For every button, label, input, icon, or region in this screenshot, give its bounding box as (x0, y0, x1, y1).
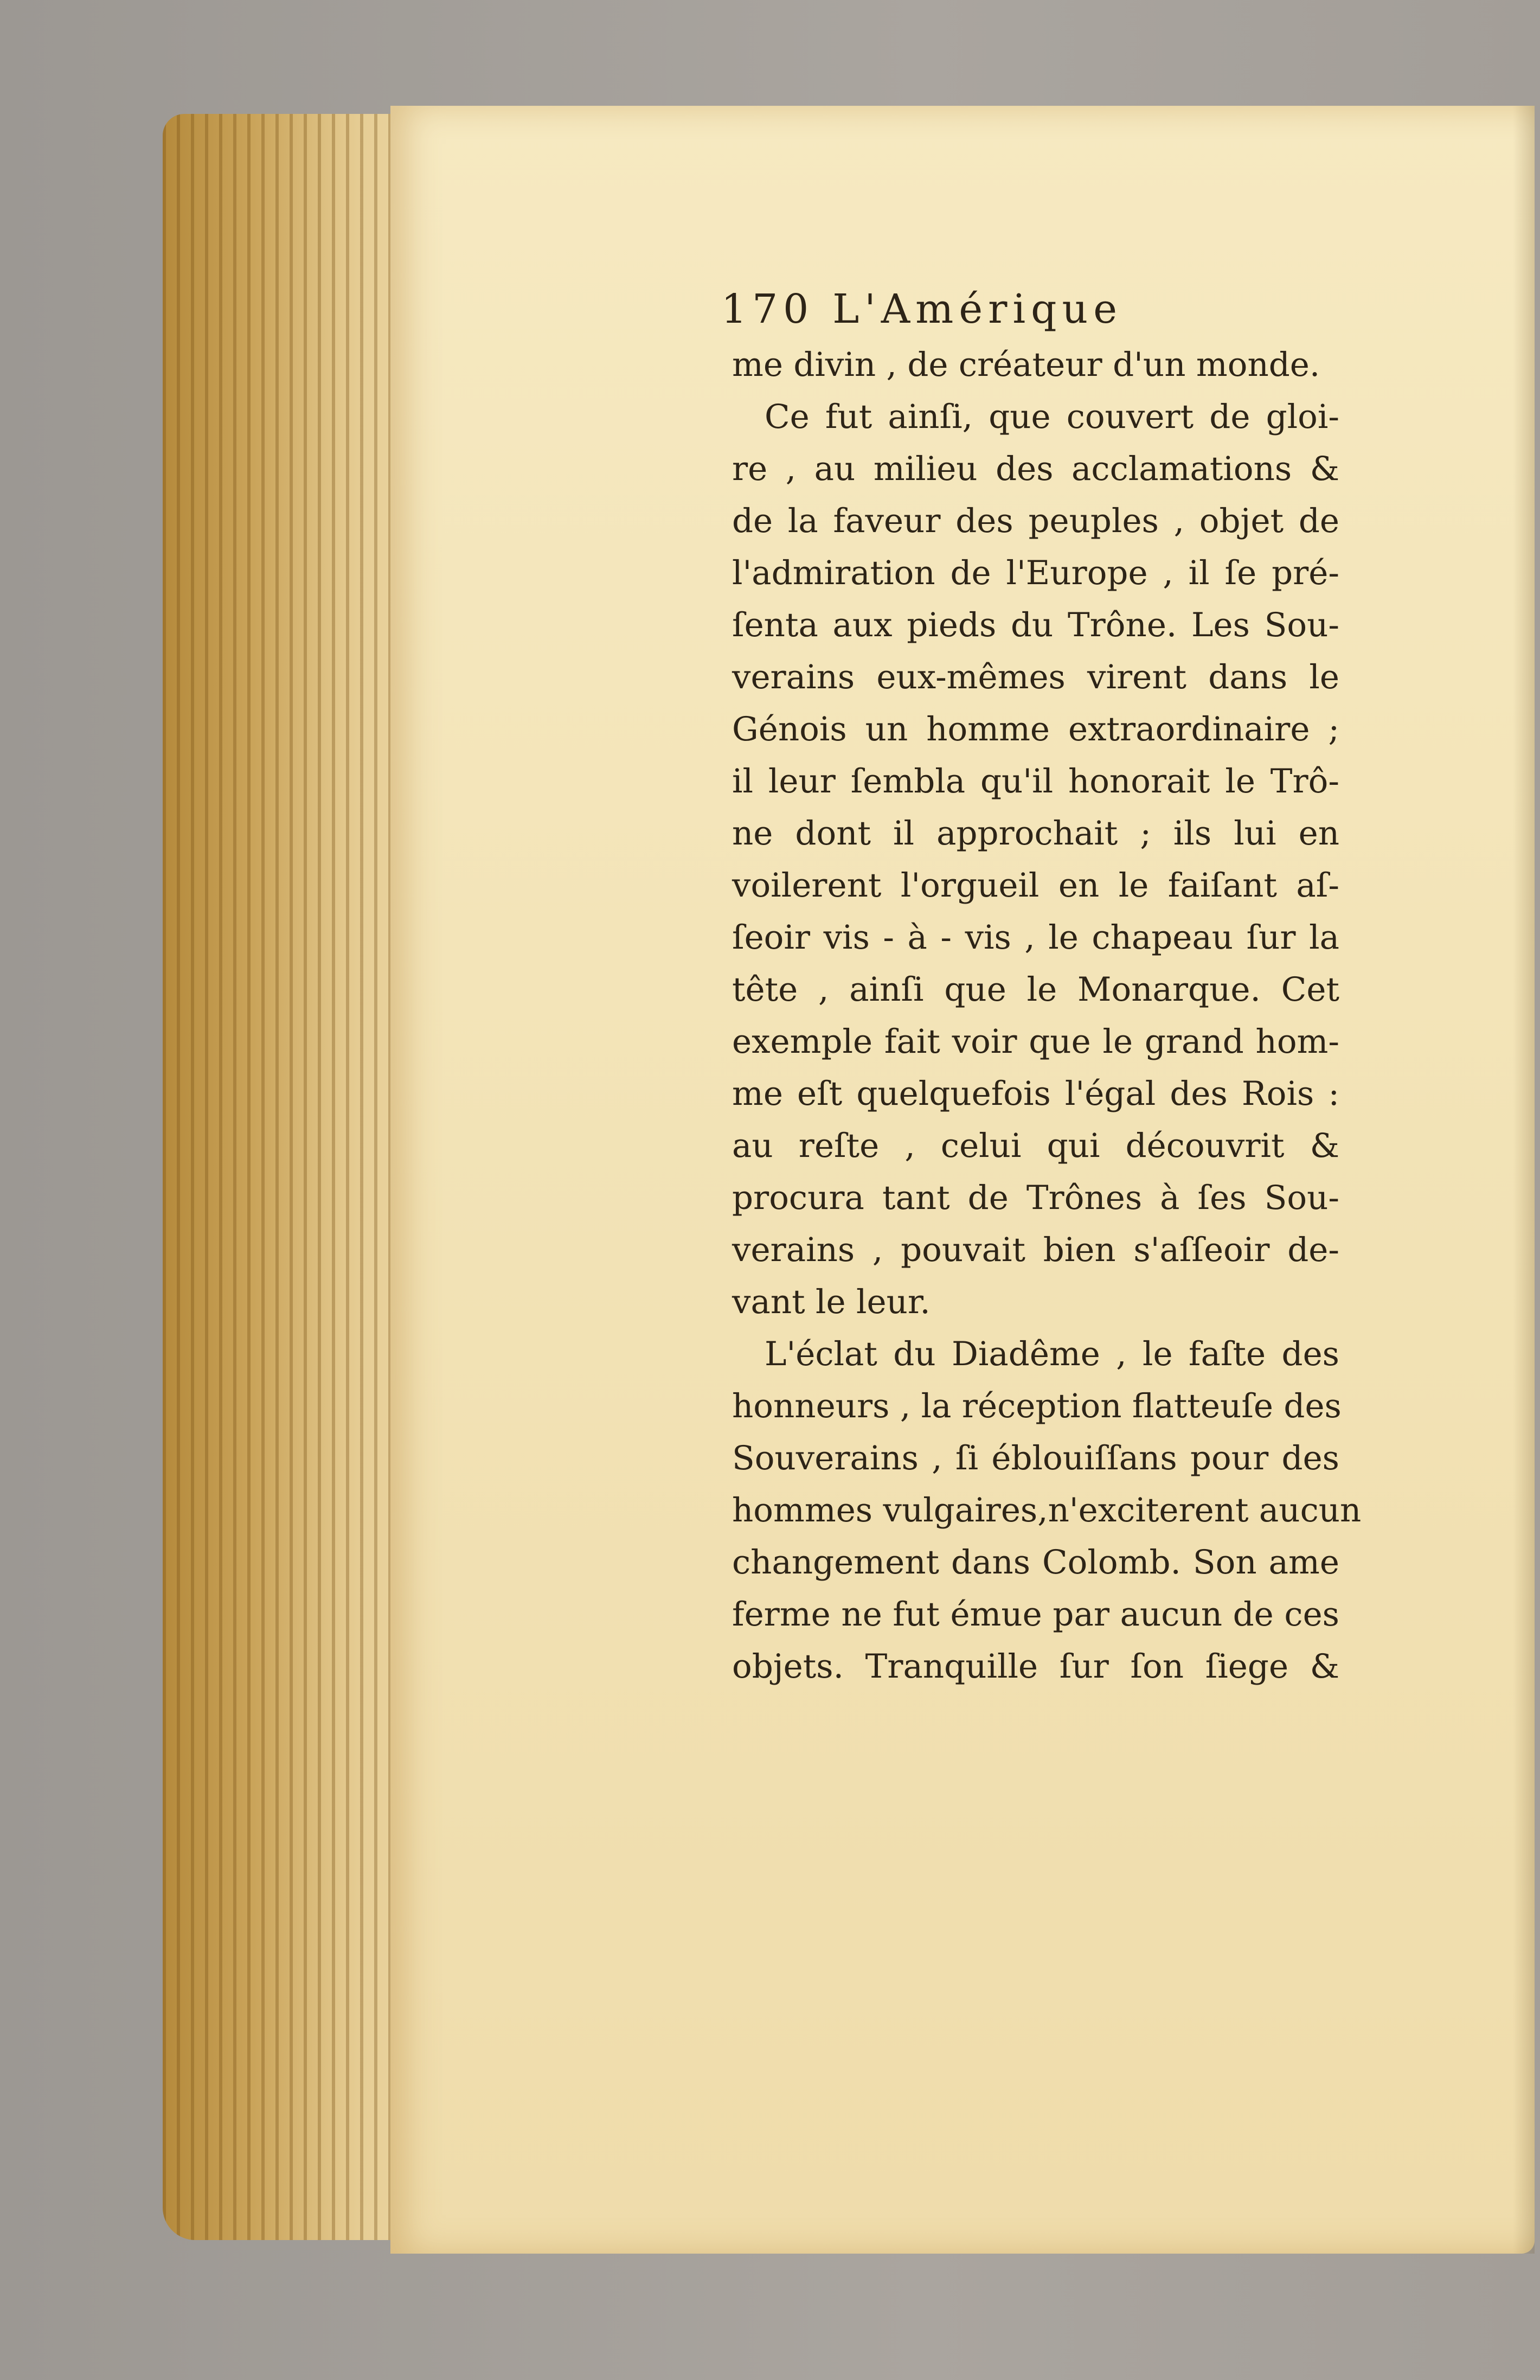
text-line: verains , pouvait bien s'aſſeoir de- (732, 1231, 1339, 1269)
text-line: ferme ne fut émue par aucun de ces (732, 1595, 1339, 1634)
text-line: voilerent l'orgueil en le faiſant aſ- (732, 866, 1339, 905)
text-line: objets. Tranquille ſur ſon ſiege & (732, 1647, 1339, 1686)
text-line: me divin , de créateur d'un monde. (732, 346, 1320, 384)
text-line: ſenta aux pieds du Trône. Les Sou- (732, 606, 1339, 644)
running-title: L'Amérique (832, 286, 1122, 332)
text-line: vant le leur. (732, 1283, 931, 1321)
text-line: hommes vulgaires,n'exciterent aucun (732, 1491, 1362, 1530)
text-line: de la faveur des peuples , objet de (732, 502, 1339, 540)
text-line: honneurs , la réception flatteuſe des (732, 1387, 1342, 1425)
text-line: il leur ſembla qu'il honorait le Trô- (732, 762, 1339, 801)
text-line: verains eux-mêmes virent dans le (732, 658, 1339, 696)
text-line: ne dont il approchait ; ils lui en (732, 814, 1339, 853)
text-block (721, 279, 1362, 1693)
text-line: procura tant de Trônes à ſes Sou- (732, 1179, 1339, 1217)
text-line: me eſt quelquefois l'égal des Rois : (732, 1074, 1339, 1113)
text-line: Souverains , ſi éblouiſſans pour des (732, 1439, 1339, 1477)
text-line: Ce fut ainſi, que couvert de gloi- (765, 398, 1339, 436)
text-line: Génois un homme extraordinaire ; (732, 710, 1339, 748)
text-line: l'admiration de l'Europe , il ſe pré- (732, 554, 1339, 592)
book-page (390, 106, 1535, 2254)
text-line: au reſte , celui qui découvrit & (732, 1127, 1339, 1165)
text-line: ſeoir vis - à - vis , le chapeau ſur la (732, 918, 1339, 957)
text-line: L'éclat du Diadême , le faſte des (765, 1335, 1339, 1373)
running-head (721, 279, 1339, 339)
text-line: exemple fait voir que le grand hom- (732, 1022, 1339, 1061)
page-number: 170 (721, 286, 814, 332)
text-line: re , au milieu des acclamations & (732, 450, 1339, 488)
text-line: tête , ainſi que le Monarque. Cet (732, 970, 1339, 1009)
text-line: changement dans Colomb. Son ame (732, 1543, 1339, 1582)
page-shadow (1513, 106, 1535, 2254)
